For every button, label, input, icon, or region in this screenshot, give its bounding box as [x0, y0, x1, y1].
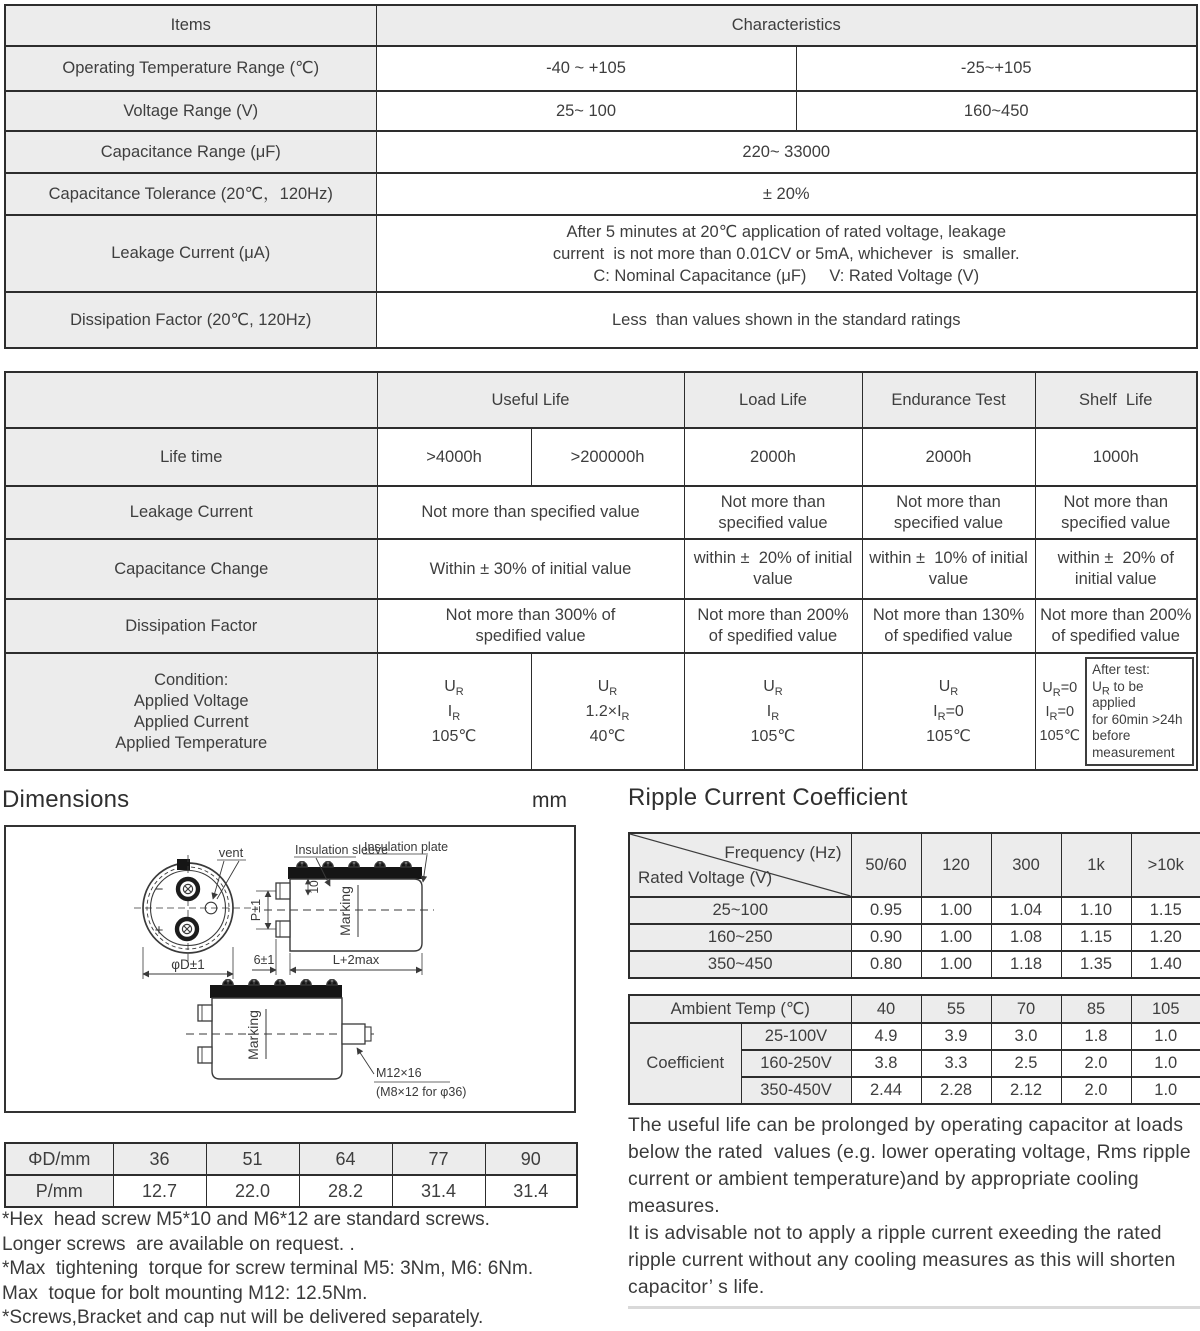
coef-cell: 3.9: [921, 1023, 991, 1050]
bottom-view: [186, 980, 466, 1099]
voltage-row-label: 25~100: [629, 897, 851, 924]
coef-cell: 1.00: [921, 951, 991, 978]
table-row: [5, 1143, 577, 1175]
p-dim-label: P±1: [249, 898, 263, 922]
condition-line-3: Applied Current: [133, 712, 249, 731]
leakage-row-label: Leakage Current: [5, 486, 377, 539]
leakage-current-value: [376, 215, 1197, 292]
coef-cell: 3.8: [851, 1050, 921, 1077]
leakage-endurance: Not more than specified value: [862, 486, 1035, 539]
pd-value: 64: [299, 1143, 392, 1175]
p-value: 31.4: [485, 1175, 577, 1207]
freq-col-header: 300: [991, 833, 1061, 897]
table-row: [5, 599, 1197, 653]
leakage-shelf: Not more than specified value: [1035, 486, 1197, 539]
pd-value: 90: [485, 1143, 577, 1175]
note-line: Max toque for bolt mounting M12: 12.5Nm.: [2, 1282, 368, 1304]
cap-change-load: within ± 20% of initial value: [684, 539, 862, 599]
table-row: [629, 833, 1200, 897]
temp-col-header: 85: [1061, 995, 1131, 1023]
life-empty-header: [5, 372, 377, 428]
marking-side-label: Marking: [337, 886, 353, 936]
para-line: capacitor’ s life.: [628, 1277, 765, 1298]
voltage-row-label: 350~450: [629, 951, 851, 978]
ambient-temp-header: Ambient Temp (℃): [629, 995, 851, 1023]
voltage-group-label: 350-450V: [741, 1077, 851, 1104]
leakage-useful: Not more than specified value: [377, 486, 684, 539]
dissipation-useful-text: Not more than 300% of spedified value: [445, 606, 616, 645]
coef-cell: 1.00: [921, 897, 991, 924]
dissipation-useful: [377, 599, 684, 653]
cap-change-endurance: within ± 10% of initial value: [862, 539, 1035, 599]
leakage-line-2: current is not more than 0.01CV or 5mA, whichever is smaller.: [552, 244, 1020, 263]
length-dim-label: L+2max: [332, 952, 380, 967]
plus-sign: +: [154, 922, 164, 939]
freq-col-header: 50/60: [851, 833, 921, 897]
capacitor-body-bottom: [212, 998, 342, 1079]
table-row: [5, 91, 1197, 131]
condition-endurance: $U_R$ $I_R=0$ 105℃: [862, 653, 1035, 770]
para-line: ripple current without any cooling measures as this will shorten: [628, 1250, 1176, 1271]
p-value: 12.7: [113, 1175, 206, 1207]
rated-voltage-header: Rated Voltage (V): [638, 868, 773, 887]
para-line: current or ambient temperature)and by appropriate cooling: [628, 1169, 1139, 1190]
condition-load: $U_R$ $I_R$ 105℃: [684, 653, 862, 770]
coef-cell: 2.12: [991, 1077, 1061, 1104]
coef-cell: 3.0: [991, 1023, 1061, 1050]
coef-cell: 0.95: [851, 897, 921, 924]
note-line: *Max tightening torque for screw terminal M5: 3Nm, M6: 6Nm.: [2, 1258, 534, 1279]
coef-cell: 1.15: [1131, 897, 1200, 924]
voltage-high-range: 160~450: [796, 91, 1197, 131]
life-time-shelf: 1000h: [1035, 428, 1197, 486]
ripple-frequency-table: [628, 832, 1200, 979]
leakage-current-label: Leakage Current (μA): [5, 215, 376, 292]
voltage-group-label: 160-250V: [741, 1050, 851, 1077]
table-row: [629, 1023, 1200, 1050]
table-row: [629, 951, 1200, 978]
table-row: [5, 5, 1197, 46]
freq-col-header: >10k: [1131, 833, 1200, 897]
coef-cell: 1.15: [1061, 924, 1131, 951]
voltage-group-label: 25-100V: [741, 1023, 851, 1050]
ambient-temp-table: [628, 994, 1200, 1105]
coef-cell: 1.10: [1061, 897, 1131, 924]
insulation-sleeve-label: Insulation sleeve: [295, 843, 389, 857]
life-time-endurance: 2000h: [862, 428, 1035, 486]
coef-cell: 2.0: [1061, 1050, 1131, 1077]
coef-cell: 1.35: [1061, 951, 1131, 978]
dissipation-row-label: Dissipation Factor: [5, 599, 377, 653]
table-row: [5, 653, 1197, 770]
p-value: 31.4: [392, 1175, 485, 1207]
coefficient-group-label: Coefficient: [629, 1023, 741, 1104]
condition-shelf: [1035, 653, 1197, 770]
para-line: below the rated values (e.g. lower operating voltage, Rms ripple: [628, 1142, 1191, 1163]
life-table: [4, 371, 1198, 771]
temp-col-header: 105: [1131, 995, 1200, 1023]
coef-cell: 1.0: [1131, 1023, 1200, 1050]
after-test-note: After test: $U_R$ to be applied for 60min >24h before measurement: [1085, 657, 1194, 766]
capacitor-drawing-svg: [6, 827, 574, 1111]
table-row: [5, 1175, 577, 1207]
op-temp-high-range: -25~+105: [796, 46, 1197, 91]
coef-cell: 2.0: [1061, 1077, 1131, 1104]
dimensions-title: Dimensions: [2, 786, 130, 813]
coef-cell: 1.00: [921, 924, 991, 951]
coef-cell: 0.80: [851, 951, 921, 978]
shelf-life-header: Shelf Life: [1035, 372, 1197, 428]
condition-line-1: Condition:: [154, 670, 229, 689]
table-row: [5, 372, 1197, 428]
mounting-stud: [342, 1024, 365, 1044]
table-row: [629, 995, 1200, 1023]
voltage-low-range: 25~ 100: [376, 91, 796, 131]
leakage-load: Not more than specified value: [684, 486, 862, 539]
coef-cell: 1.08: [991, 924, 1061, 951]
table-row: [5, 428, 1197, 486]
table-row: [5, 46, 1197, 91]
condition-line-2: Applied Voltage: [133, 691, 249, 710]
cap-change-shelf: within ± 20% of initial value: [1035, 539, 1197, 599]
coef-cell: 1.0: [1131, 1077, 1200, 1104]
items-header: Items: [5, 5, 376, 46]
freq-col-header: 1k: [1061, 833, 1131, 897]
note-line: Longer screws are available on request. .: [2, 1233, 355, 1255]
coef-cell: 1.40: [1131, 951, 1200, 978]
negative-terminal: [178, 879, 198, 899]
insulation-plate-strip: [288, 867, 422, 879]
terminal-lower: [276, 921, 290, 937]
vent-label: vent: [218, 845, 244, 860]
cap-tolerance-value: ± 20%: [376, 173, 1197, 215]
dimension-drawing: [4, 825, 576, 1113]
life-time-label: Life time: [5, 428, 377, 486]
note-line: *Screws,Bracket and cap nut will be delivered separately.: [2, 1307, 484, 1328]
table-row: [5, 539, 1197, 599]
coef-cell: 2.44: [851, 1077, 921, 1104]
para-line: It is advisable not to apply a ripple current exeeding the rated: [628, 1223, 1162, 1244]
condition-useful-1: $U_R$ $I_R$ 105℃: [377, 653, 531, 770]
table-row: [5, 131, 1197, 173]
cap-range-value: 220~ 33000: [376, 131, 1197, 173]
coef-cell: 4.9: [851, 1023, 921, 1050]
terminal-lower-2: [198, 1047, 212, 1063]
note-line: *Hex head screw M5*10 and M6*12 are standard screws.: [2, 1209, 490, 1230]
side-view: [249, 840, 448, 975]
dissipation-label: Dissipation Factor (20℃, 120Hz): [5, 292, 376, 348]
load-life-header: Load Life: [684, 372, 862, 428]
characteristics-table: [4, 4, 1198, 349]
mounting-stud-tip: [365, 1027, 371, 1041]
frequency-header: Frequency (Hz): [724, 843, 842, 862]
insulation-plate-strip-2: [210, 985, 342, 998]
useful-life-header: Useful Life: [377, 372, 684, 428]
coef-cell: 2.5: [991, 1050, 1061, 1077]
top-view: [134, 845, 258, 979]
terminal-upper-2: [198, 1005, 212, 1021]
table-row: [629, 897, 1200, 924]
marking-bottom-label: Marking: [245, 1010, 261, 1060]
bottom-divider: [628, 1306, 1200, 1309]
coef-cell: 1.20: [1131, 924, 1200, 951]
leakage-line-1: After 5 minutes at 20℃ application of rated voltage, leakage: [566, 222, 1007, 241]
minus-sign: −: [154, 881, 164, 898]
pd-value: 51: [206, 1143, 299, 1175]
terminal-upper: [276, 883, 290, 899]
p-value: 22.0: [206, 1175, 299, 1207]
six-dim-label: 6±1: [253, 953, 275, 967]
coef-cell: 1.04: [991, 897, 1061, 924]
ten-dim-label: 10: [307, 880, 321, 894]
unit-label: mm: [532, 789, 567, 812]
condition-label: [5, 653, 377, 770]
condition-line-4: Applied Temperature: [115, 733, 268, 752]
temp-col-header: 70: [991, 995, 1061, 1023]
dissipation-endurance: Not more than 130% of spedified value: [862, 599, 1035, 653]
cap-change-useful: Within ± 30% of initial value: [377, 539, 684, 599]
freq-col-header: 120: [921, 833, 991, 897]
pd-table: [4, 1142, 578, 1208]
table-row: [629, 924, 1200, 951]
dissipation-shelf: Not more than 200% of spedified value: [1035, 599, 1197, 653]
screw-notes: [2, 1208, 602, 1331]
p-label: P/mm: [5, 1175, 113, 1207]
dissipation-value: Less than values shown in the standard ratings: [376, 292, 1197, 348]
p-value: 28.2: [299, 1175, 392, 1207]
life-time-load: 2000h: [684, 428, 862, 486]
dissipation-load: Not more than 200% of spedified value: [684, 599, 862, 653]
coef-cell: 0.90: [851, 924, 921, 951]
coef-cell: 1.18: [991, 951, 1061, 978]
pd-value: 77: [392, 1143, 485, 1175]
para-line: The useful life can be prolonged by operating capacitor at loads: [628, 1115, 1184, 1136]
coef-cell: 3.3: [921, 1050, 991, 1077]
freq-voltage-diagonal-header: [629, 833, 851, 897]
endurance-test-header: Endurance Test: [862, 372, 1035, 428]
temp-col-header: 40: [851, 995, 921, 1023]
op-temp-low-range: -40 ~ +105: [376, 46, 796, 91]
table-row: [5, 486, 1197, 539]
table-row: [5, 215, 1197, 292]
condition-useful-2: $U_R$ $1.2\times I_R$ 40℃: [531, 653, 684, 770]
life-time-useful-2: >200000h: [531, 428, 684, 486]
table-row: [5, 292, 1197, 348]
table-row: [5, 173, 1197, 215]
ripple-title: Ripple Current Coefficient: [628, 784, 908, 811]
para-line: measures.: [628, 1196, 720, 1217]
coef-cell: 2.28: [921, 1077, 991, 1104]
cap-range-label: Capacitance Range (μF): [5, 131, 376, 173]
life-time-useful-1: >4000h: [377, 428, 531, 486]
coef-cell: 1.0: [1131, 1050, 1200, 1077]
insulation-plate-label: Insulation plate: [364, 840, 449, 854]
voltage-row-label: 160~250: [629, 924, 851, 951]
cap-tolerance-label: Capacitance Tolerance (20℃，120Hz): [5, 173, 376, 215]
cap-change-label: Capacitance Change: [5, 539, 377, 599]
useful-life-note: [628, 1112, 1200, 1301]
diameter-dim-label: φD±1: [171, 957, 205, 972]
stud-alt-size-label: (M8×12 for φ36): [376, 1085, 467, 1099]
condition-shelf-values: $U_R=0$ $I_R=0$ 105℃: [1039, 679, 1081, 744]
stud-size-label: M12×16: [376, 1066, 422, 1080]
voltage-range-label: Voltage Range (V): [5, 91, 376, 131]
coef-cell: 1.8: [1061, 1023, 1131, 1050]
leakage-line-3: C: Nominal Capacitance (μF) V: Rated Voltage (V): [593, 266, 980, 285]
pd-value: 36: [113, 1143, 206, 1175]
characteristics-header: Characteristics: [376, 5, 1197, 46]
pd-label: ΦD/mm: [5, 1143, 113, 1175]
op-temp-label: Operating Temperature Range (℃): [5, 46, 376, 91]
positive-terminal: [177, 919, 197, 939]
temp-col-header: 55: [921, 995, 991, 1023]
